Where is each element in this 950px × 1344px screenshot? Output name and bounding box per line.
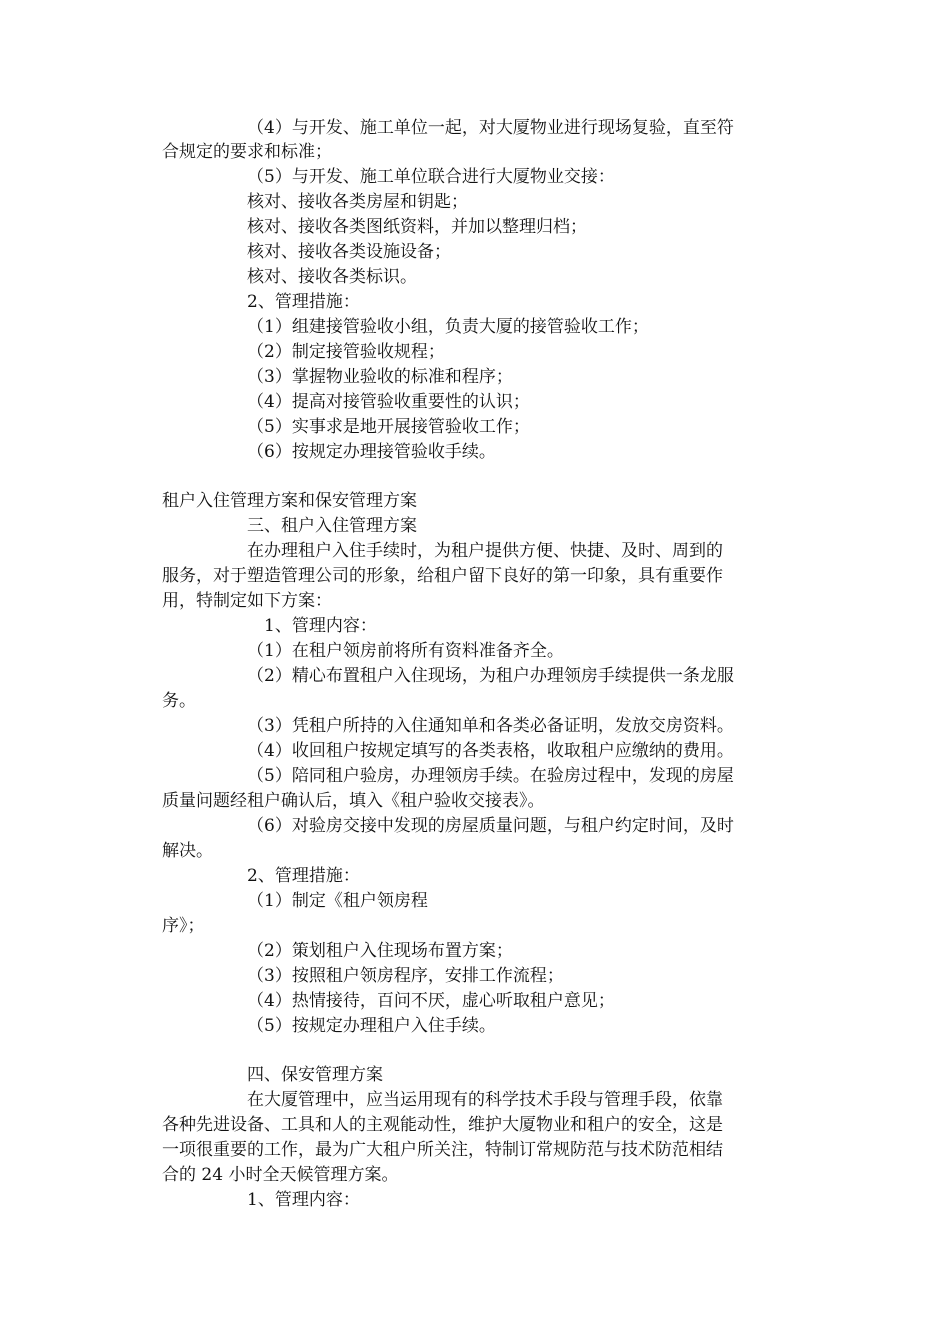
text-line: 合规定的要求和标准； [162, 142, 332, 162]
text-line: 一项很重要的工作，最为广大租户所关注，特制订常规防范与技术防范相结 [162, 1140, 723, 1160]
list-item: （5）陪同租户验房，办理领房手续。在验房过程中，发现的房屋 [247, 766, 734, 786]
text-line: 核对、接收各类设施设备； [247, 242, 451, 262]
text-line: 各种先进设备、工具和人的主观能动性，维护大厦物业和租户的安全，这是 [162, 1115, 723, 1135]
list-item: （5）实事求是地开展接管验收工作； [247, 417, 530, 437]
section-heading: 1、管理内容： [247, 1190, 360, 1210]
text-line: 解决。 [162, 841, 213, 861]
list-item: （2）制定接管验收规程； [247, 342, 445, 362]
list-item: （1）组建接管验收小组，负责大厦的接管验收工作； [247, 317, 649, 337]
list-item: （4）收回租户按规定填写的各类表格，收取租户应缴纳的费用。 [247, 741, 734, 761]
text-line: 质量问题经租户确认后，填入《租户验收交接表》。 [162, 791, 545, 811]
text-line: 在办理租户入住手续时，为租户提供方便、快捷、及时、周到的 [247, 541, 723, 561]
text-line: 服务，对于塑造管理公司的形象，给租户留下良好的第一印象，具有重要作 [162, 566, 723, 586]
list-item: （6）对验房交接中发现的房屋质量问题，与租户约定时间，及时 [247, 816, 734, 836]
list-item: （1）制定《租户领房程 [247, 891, 428, 911]
list-item: （5）按规定办理租户入住手续。 [247, 1016, 496, 1036]
text-line: 序》； [162, 916, 205, 936]
section-heading: 2、管理措施： [247, 292, 360, 312]
list-item: （1）在租户领房前将所有资料准备齐全。 [247, 641, 564, 661]
text-line: 用，特制定如下方案： [162, 591, 332, 611]
text-line: 在大厦管理中，应当运用现有的科学技术手段与管理手段，依靠 [247, 1090, 723, 1110]
list-item: （4）提高对接管验收重要性的认识； [247, 392, 530, 412]
text-line: （4）与开发、施工单位一起，对大厦物业进行现场复验，直至符 [247, 118, 734, 138]
list-item: （6）按规定办理接管验收手续。 [247, 442, 496, 462]
text-line: 合的 24 小时全天候管理方案。 [162, 1165, 399, 1185]
list-item: （3）凭租户所持的入住通知单和各类必备证明，发放交房资料。 [247, 716, 734, 736]
list-item: （3）按照租户领房程序，安排工作流程； [247, 966, 564, 986]
section-heading: 1、管理内容： [264, 616, 377, 636]
list-item: （4）热情接待，百问不厌，虚心听取租户意见； [247, 991, 615, 1011]
text-line: （5）与开发、施工单位联合进行大厦物业交接： [247, 167, 615, 187]
text-line: 务。 [162, 691, 196, 711]
text-line: 核对、接收各类房屋和钥匙； [247, 192, 468, 212]
list-item: （3）掌握物业验收的标准和程序； [247, 367, 513, 387]
section-heading: 三、租户入住管理方案 [247, 516, 417, 536]
list-item: （2）精心布置租户入住现场，为租户办理领房手续提供一条龙服 [247, 666, 734, 686]
section-heading: 四、保安管理方案 [247, 1065, 383, 1085]
section-heading: 2、管理措施： [247, 866, 360, 886]
list-item: （2）策划租户入住现场布置方案； [247, 941, 513, 961]
document-title: 租户入住管理方案和保安管理方案 [162, 491, 417, 511]
text-line: 核对、接收各类标识。 [247, 267, 417, 287]
text-line: 核对、接收各类图纸资料，并加以整理归档； [247, 217, 587, 237]
